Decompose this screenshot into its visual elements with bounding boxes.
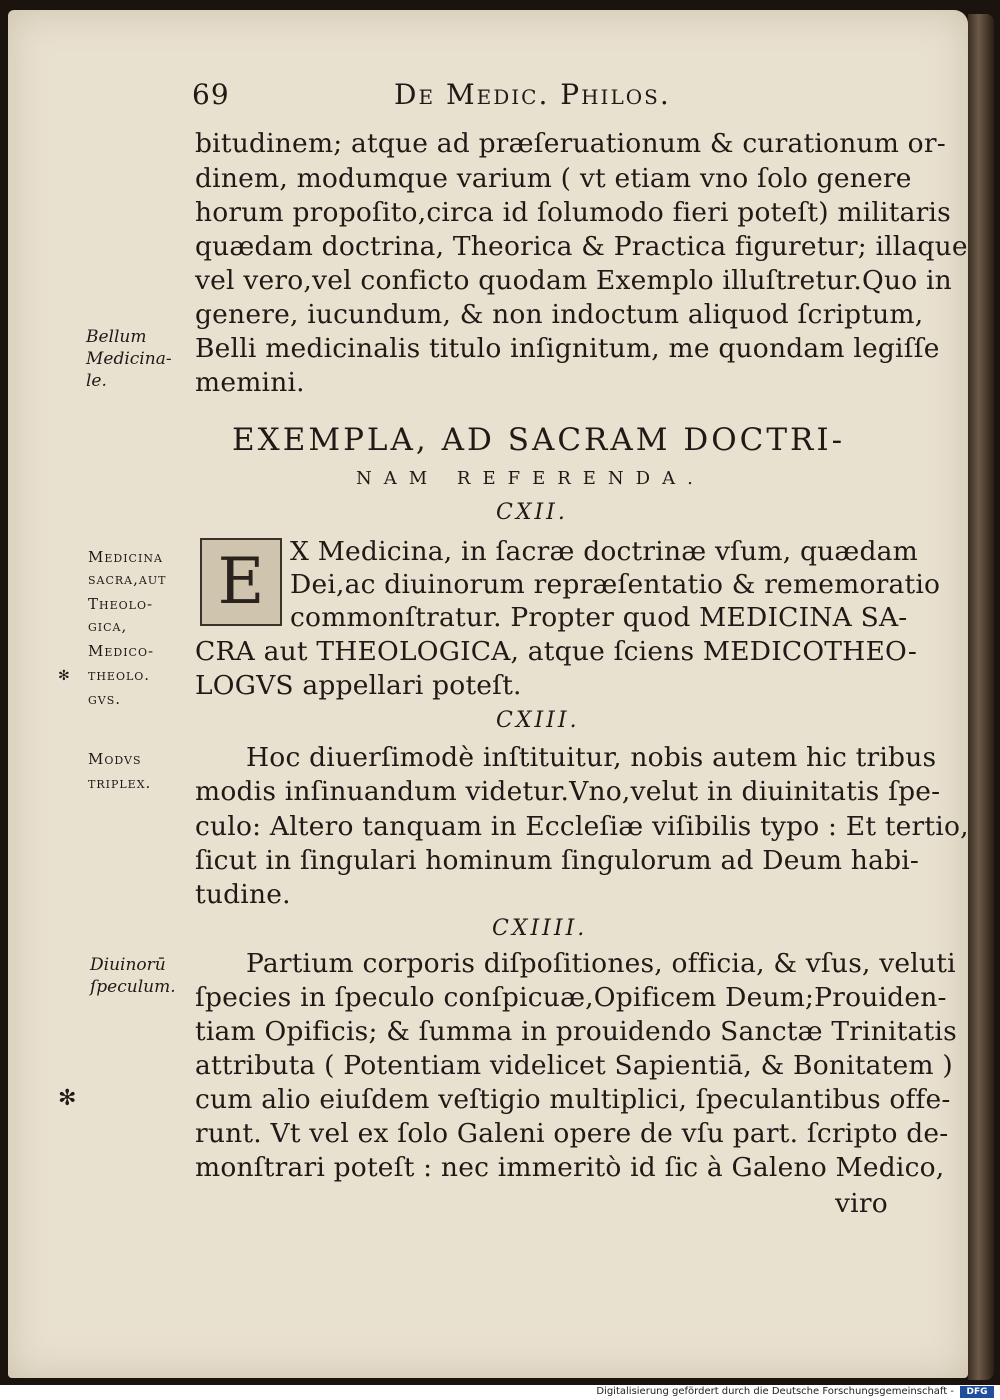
section-numeral: CXIII. [496,708,580,733]
margin-note: Modvs [88,750,142,768]
margin-note: le. [86,371,107,391]
text-line: ſpecies in ſpeculo conſpicuæ,Opificem Deum;Prouiden- [195,982,947,1013]
section-title: EXEMPLA, AD SACRAM DOCTRI- [232,422,846,458]
text-line: quædam doctrina, Theorica & Practica figuretur; illaque [195,231,968,262]
text-line: horum propoſito,circa id ſolumodo fieri poteſt) militaris [195,197,951,228]
page-edge [968,14,994,1380]
margin-note: sacra,aut [88,570,167,588]
margin-note: triplex. [88,774,152,792]
margin-note: Medicina- [86,349,172,369]
margin-note: gica, [88,617,128,635]
text-line: Hoc diuerſimodè inſtituitur, nobis autem hic tribus [246,742,937,773]
text-line: cum alio eiuſdem veſtigio multiplici, ſpeculantibus offe- [195,1084,951,1115]
text-line: tiam Opificis; & ſumma in prouidendo Sanctæ Trinitatis [195,1016,957,1047]
text-line: dinem, modumque varium ( vt etiam vno ſolo genere [195,163,912,194]
margin-note: gvs. [88,690,122,708]
margin-note: Medicina [88,548,163,566]
text-line: commonſtratur. Propter quod MEDICINA SA- [290,602,908,633]
text-line: bitudinem; atque ad præſeruationum & curationum or- [195,128,946,159]
running-head: De Medic. Philos. [394,78,671,111]
margin-note: Diuinorū [90,955,166,975]
dfg-logo: DFG [960,1386,994,1398]
text-line: tudine. [195,879,291,910]
text-line: ſicut in ſingulari hominum ſingulorum ad Deum habi- [195,845,920,876]
text-line: Partium corporis diſpoſitiones, officia, & vſus, veluti [246,948,956,979]
section-numeral: CXII. [496,500,568,525]
text-line: vel vero,vel confiсto quodam Exemplo illuſtretur.Quo in [195,265,952,296]
text-line: Belli medicinalis titulo inſignitum, me quondam legiſſe [195,333,940,364]
catchword: viro [835,1188,888,1219]
text-line: Dei,ac diuinorum repræſentatio & rememoratio [290,569,941,600]
text-line: monſtrari poteſt : nec immeritò id ſic à Galeno Medico, [195,1152,945,1183]
margin-note: Bellum [86,327,147,347]
page-number: 69 [192,78,230,111]
text-line: modis inſinuandum videtur.Vno,velut in diuinitatis ſpe- [195,776,941,807]
drop-cap-initial [200,538,282,626]
text-line: memini. [195,367,305,398]
text-line: X Medicina, in ſacræ doctrinæ vſum, quædam [290,536,918,567]
text-line: culo: Altero tanquam in Eccleſiæ viſibilis typo : Et tertio, [195,811,969,842]
drop-cap-letter: E [217,545,265,619]
asterisk-ornament-icon: ✻ [58,1086,77,1111]
funding-credit: Digitalisierung gefördert durch die Deutsche Forschungsgemeinschaft - [596,1386,954,1397]
section-numeral: CXIIII. [492,916,588,941]
text-line: LOGVS appellari poteſt. [195,670,522,701]
text-line: genere, iucundum, & non indoctum aliquod ſcriptum, [195,299,924,330]
margin-note: Medico- [88,642,155,660]
section-subtitle: NAM REFERENDA. [356,468,705,489]
margin-note: ſpeculum. [90,977,176,997]
text-line: attributa ( Potentiam videlicet Sapientiā, & Bonitatem ) [195,1050,953,1081]
asterisk-ornament-icon: ✻ [58,668,70,684]
margin-note: Theolo- [88,595,154,613]
margin-note: theolo. [88,666,151,684]
text-line: runt. Vt vel ex ſolo Galeni opere de vſu part. ſcripto de- [195,1118,949,1149]
text-line: CRA aut THEOLOGICA, atque ſciens MEDICOTHEO- [195,636,918,667]
